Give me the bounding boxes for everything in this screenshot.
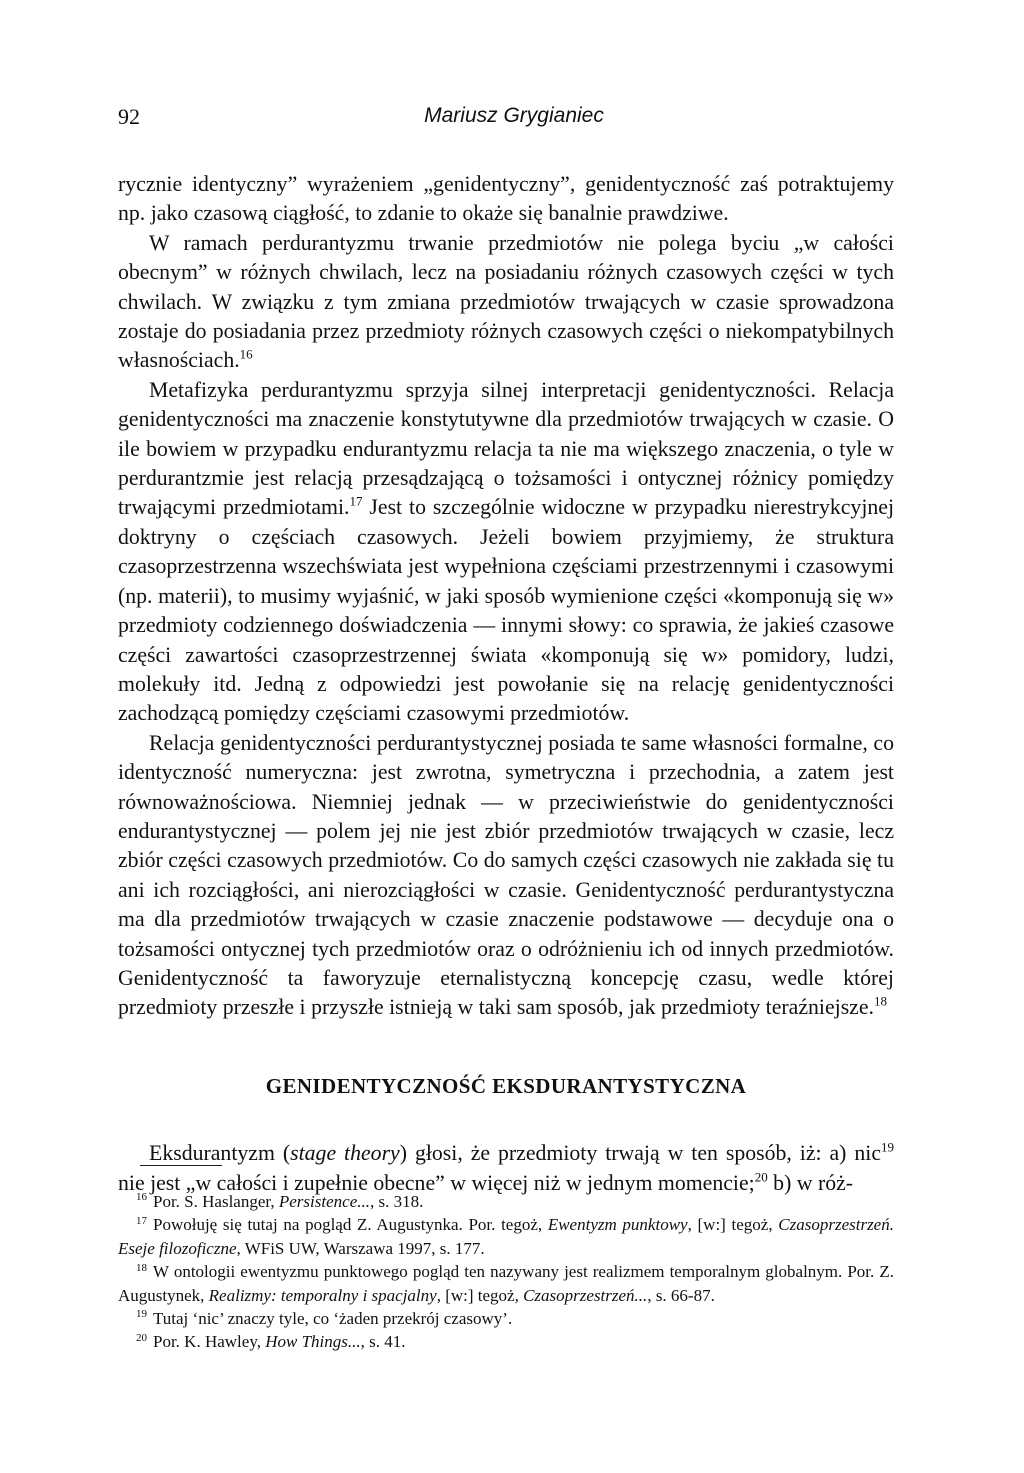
footnote-text: , s. 66-87. xyxy=(647,1285,715,1305)
paragraph-1 xyxy=(118,170,894,229)
footnote-number: 17 xyxy=(136,1214,147,1227)
paragraph-5-italic: stage theory xyxy=(290,1141,400,1166)
footnote-text: , s. 41. xyxy=(360,1332,406,1352)
footnote-title: How Things... xyxy=(265,1332,361,1352)
footnote-number: 18 xyxy=(136,1261,147,1274)
section-heading: GENIDENTYCZNOŚĆ EKSDURANTYSTYCZNA xyxy=(265,1073,747,1098)
footnote-title: Ewentyzm punktowy xyxy=(547,1215,688,1235)
footnote-ref-19[interactable]: 19 xyxy=(881,1139,894,1155)
running-head xyxy=(118,104,910,138)
footnote-text: , WFiS UW, Warszawa 1997, s. 177. xyxy=(236,1238,485,1258)
footnote-ref-18[interactable]: 18 xyxy=(873,994,887,1010)
page-number: 92 xyxy=(118,104,140,129)
paragraph-5-text-d: b) w róż- xyxy=(767,1170,854,1195)
footnote-title: Realizmy: temporalny i spacjalny xyxy=(208,1285,437,1305)
paragraph-3 xyxy=(118,376,894,729)
footnote-title: Czasoprzestrzeń... xyxy=(523,1285,648,1305)
footnote-text: Tutaj ‘nic’ znaczy tyle, co ‘żaden przekrój czasowy’. xyxy=(153,1309,513,1329)
footnote-number: 20 xyxy=(136,1331,147,1344)
paragraph-5-text-a: Eksdurantyzm ( xyxy=(149,1141,291,1166)
paragraph-2 xyxy=(118,229,894,376)
footnote-text: , [w:] tegoż, xyxy=(436,1285,524,1305)
footnote-text: Powołuję się tutaj na pogląd Z. Augustynka. Por. tegoż, xyxy=(153,1215,548,1235)
running-title: Mariusz Grygianiec xyxy=(424,104,604,127)
paragraph-4 xyxy=(118,729,894,1023)
footnote-title: Persistence... xyxy=(278,1192,370,1211)
footnote-text: , [w:] tegoż, xyxy=(687,1215,779,1235)
footnote-text: , s. 318. xyxy=(369,1192,424,1211)
paragraph-3-text-a: Metafizyka perdurantyzmu sprzyja silnej interpretacji genidentyczności. Relacja genidentyczności ma znaczenie konstytutywne dla przedmiotów trwających w czasie. O ile bowiem w przypadku endurantyzmu relacja ta nie ma większego znaczenia, o tyle w perdurantzmie jest relacją przesądzającą o tożsamości i ontycznej różnicy pomiędzy trwającymi przedmiotami. xyxy=(118,377,894,520)
footnote-text: Por. K. Hawley, xyxy=(153,1332,266,1352)
footnote-16 xyxy=(118,1190,894,1213)
footnote-ref-17[interactable]: 17 xyxy=(349,494,363,510)
footnote-text: Por. S. Haslanger, xyxy=(153,1192,279,1211)
footnote-18 xyxy=(118,1260,894,1307)
footnote-number: 19 xyxy=(136,1308,147,1321)
footnote-ref-16[interactable]: 16 xyxy=(239,347,253,363)
footnote-20 xyxy=(118,1330,894,1353)
paragraph-2-text: W ramach perdurantyzmu trwanie przedmiotów nie polega byciu „w całości obecnym” w różnych chwilach, lecz na posiadaniu różnych czasowych części w tych chwilach. W związku z tym zmiana przedmiotów trwających w czasie sprowadzona zostaje do posiadania przez przedmioty różnych czasowych części o niekompatybilnych własnościach. xyxy=(118,230,894,373)
footnote-17 xyxy=(118,1213,894,1260)
paragraph-3-text-b: Jest to szczególnie widoczne w przypadku nierestrykcyjnej doktryny o częściach czasowych. Jeżeli bowiem przyjmiemy, że struktura czasoprzestrzenna wszechświata jest wypełniona częściami przestrzennymi i czasowymi (np. materii), to musimy wyjaśnić, w jaki sposób wymienione części «komponują się w» przedmioty codziennego doświadczenia — innymi słowy: co sprawia, że jakieś czasowe części zawartości czasoprzestrzennej świata «komponują się w» pomidory, ludzi, molekuły itd. Jedną z odpowiedzi jest powołanie się na relację genidentyczności zachodzącą pomiędzy częściami czasowymi przedmiotów. xyxy=(118,495,894,726)
footnotes xyxy=(118,1190,894,1354)
footnote-number: 16 xyxy=(136,1191,147,1204)
paragraph-1-text: rycznie identyczny” wyrażeniem „genidentyczny”, genidentyczność zaś potraktujemy np. jako czasową ciągłość, to zdanie to okaże się banalnie prawdziwe. xyxy=(118,172,894,226)
footnote-19 xyxy=(118,1307,894,1330)
footnote-text: W ontologii ewentyzmu punktowego pogląd ten nazywany jest realizmem temporalnym globalnym. Por. Z. Augustynek, xyxy=(118,1262,894,1305)
footnote-divider xyxy=(140,1165,222,1166)
footnote-ref-20[interactable]: 20 xyxy=(754,1169,768,1185)
paragraph-5-text-c: nie jest „w całości i zupełnie obecne” w więcej niż w jednym momencie; xyxy=(118,1170,755,1195)
footnote-title: Czasoprzestrzeń. Eseje filozoficzne xyxy=(118,1215,894,1258)
paragraph-5-text-b: ) głosi, że przedmioty trwają w ten sposób, iż: a) nic xyxy=(399,1141,881,1166)
body-text xyxy=(118,170,894,1198)
paragraph-4-text: Relacja genidentyczności perdurantystycznej posiada te same własności formalne, co identyczność numeryczna: jest zwrotna, symetryczna i przechodnia, a zatem jest równoważnościowa. Niemniej jednak — w przeciwieństwie do genidentyczności endurantystycznej — polem jej nie jest zbiór przedmiotów trwających w czasie, lecz zbiór części czasowych przedmiotów. Co do samych części czasowych nie zakłada się tu ani ich rozciągłości, ani nierozciągłości w czasie. Genidentyczność perdurantystyczna ma dla przedmiotów trwających w czasie znaczenie podstawowe — decyduje ona o tożsamości ontycznej tych przedmiotów oraz o odróżnieniu ich od innych przedmiotów. Genidentyczność ta faworyzuje eternalistyczną koncepcję czasu, wedle której przedmioty przeszłe i przyszłe istnieją w taki sam sposób, jak przedmioty teraźniejsze. xyxy=(118,730,894,1020)
